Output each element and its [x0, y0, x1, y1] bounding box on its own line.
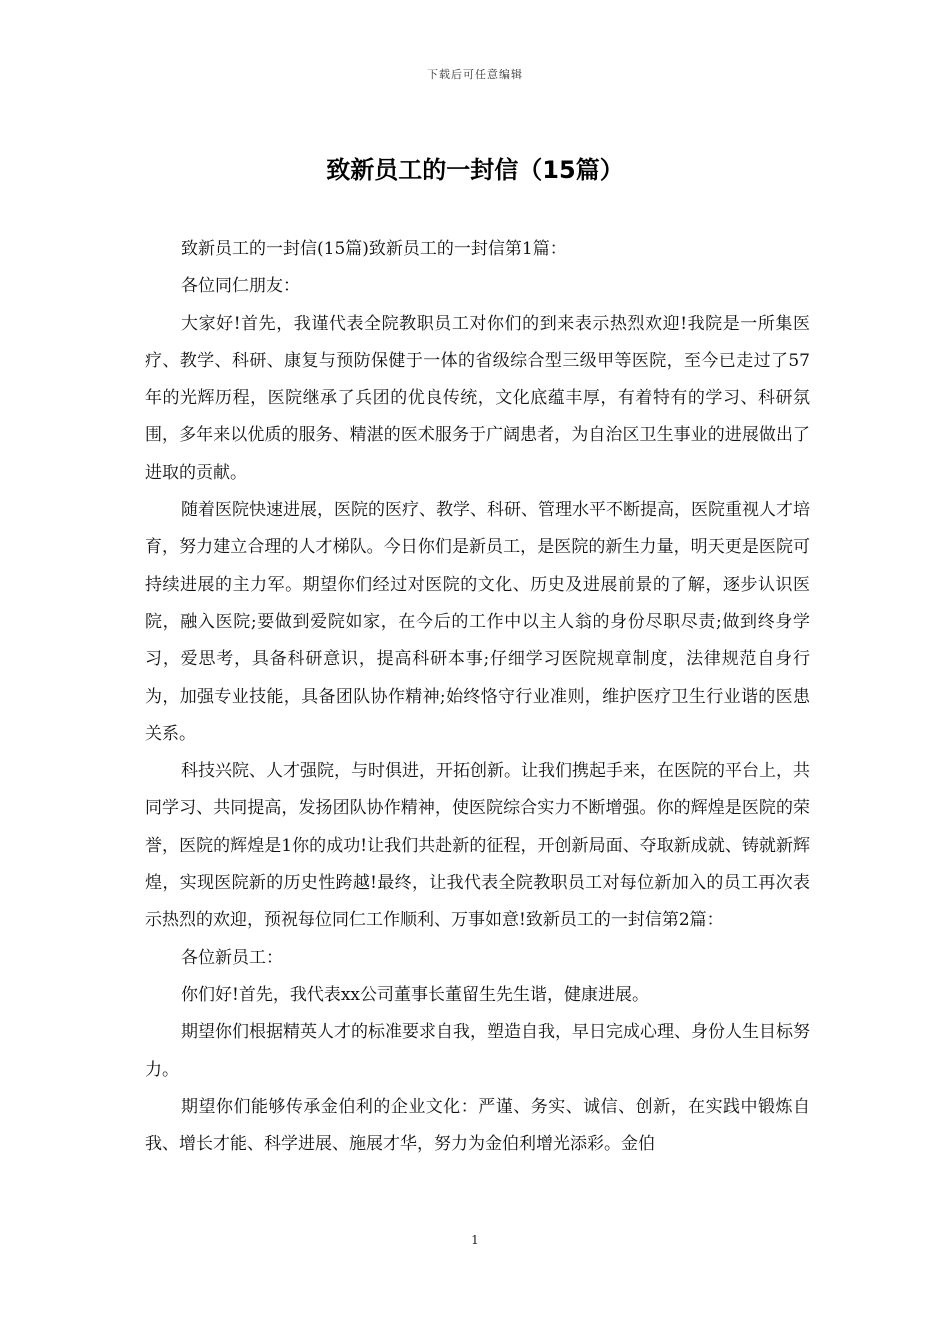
paragraph-intro: 致新员工的一封信(15篇)致新员工的一封信第1篇： [181, 239, 567, 259]
page-number: 1 [471, 1233, 479, 1247]
document-body [145, 231, 810, 1163]
paragraph-expectation-1: 期望你们根据精英人才的标准要求自我，塑造自我，早日完成心理、身份人生目标努力。 [145, 1022, 810, 1080]
paragraph-expectation-2: 期望你们能够传承金伯利的企业文化：严谨、务实、诚信、创新，在实践中锻炼自我、增长才能、科学进展、施展才华，努力为金伯利增光添彩。金伯 [145, 1096, 810, 1155]
header-note: 下载后可任意编辑 [427, 68, 523, 81]
paragraph-greeting: 你们好!首先，我代表xx公司董事长董留生先生谐，健康进展。 [181, 984, 650, 1005]
paragraph-development: 随着医院快速进展，医院的医疗、教学、科研、管理水平不断提高，医院重视人才培育，努力建立合理的人才梯队。今日你们是新员工，是医院的新生力量，明天更是医院可持续进展的主力军。期望你们经过对医院的文化、历史及进展前景的了解，逐步认识医院，融入医院;要做到爱院如家，在今后的工作中以主人翁的身份尽职尽责;做到终身学习，爱思考，具备科研意识，提高科研本事;仔细学习医院规章制度，法律规范自身行为，加强专业技能，具备团队协作精神;始终恪守行业准则，维护医疗卫生行业谐的医患关系。 [145, 500, 810, 744]
paragraph-welcome: 大家好!首先，我谨代表全院教职员工对你们的到来表示热烈欢迎!我院是一所集医疗、教学、科研、康复与预防保健于一体的省级综合型三级甲等医院，至今已走过了57年的光辉历程，医院继承了兵团的优良传统，文化底蕴丰厚，有着特有的学习、科研氛围，多年来以优质的服务、精湛的医术服务于广阔患者，为自治区卫生事业的进展做出了进取的贡献。 [145, 313, 810, 483]
paragraph-innovation: 科技兴院、人才强院，与时俱进，开拓创新。让我们携起手来，在医院的平台上，共同学习、共同提高，发扬团队协作精神，使医院综合实力不断增强。你的辉煌是医院的荣誉，医院的辉煌是1你的成功!让我们共赴新的征程，开创新局面、夺取新成就、铸就新辉煌，实现医院新的历史性跨越!最终，让我代表全院教职员工对每位新加入的员工再次表示热烈的欢迎，预祝每位同仁工作顺利、万事如意!致新员工的一封信第2篇： [145, 761, 810, 931]
document-title: 致新员工的一封信（15篇） [326, 156, 624, 184]
paragraph-salutation-2: 各位新员工： [181, 947, 283, 968]
paragraph-salutation-1: 各位同仁朋友： [181, 276, 300, 297]
